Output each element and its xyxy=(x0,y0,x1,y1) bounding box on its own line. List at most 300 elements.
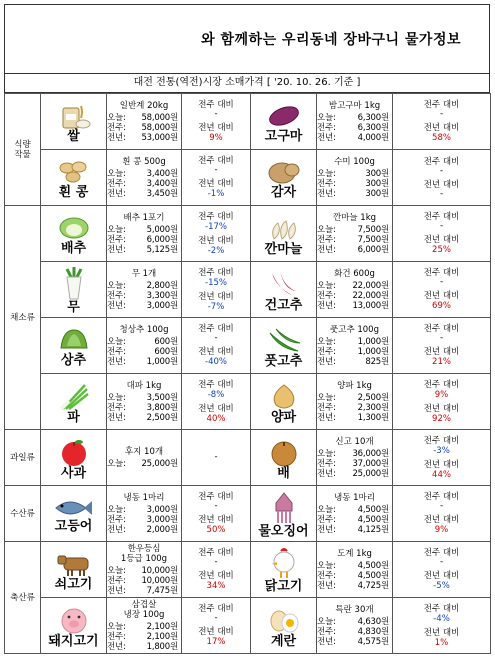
category-label xyxy=(5,206,41,430)
change-cell xyxy=(393,430,491,486)
price-cell xyxy=(317,430,393,486)
price-cell xyxy=(107,150,182,206)
price-lastweek xyxy=(317,179,392,189)
price-cell xyxy=(317,486,393,542)
price-value: 2,800원 xyxy=(146,280,178,291)
sweet-potato-icon xyxy=(266,102,302,130)
price-value: 825원 xyxy=(365,356,389,367)
year-change-label: 전년 대비 xyxy=(198,403,234,414)
price-value: 58,000원 xyxy=(141,112,178,123)
price-label: 오늘: xyxy=(107,392,126,403)
unit-label-top: 한우등심 xyxy=(127,543,161,554)
price-cell xyxy=(107,486,182,542)
unit-label: 신고 10개 xyxy=(335,436,374,447)
unit-label: 청상추 100g xyxy=(119,324,169,335)
price-cell xyxy=(317,374,393,430)
change-cell xyxy=(393,94,491,150)
price-lastyear xyxy=(107,133,181,143)
product-name: 양파 xyxy=(270,409,297,425)
table-row xyxy=(5,94,491,150)
price-lastweek xyxy=(317,403,392,413)
price-label: 전주: xyxy=(317,234,336,245)
price-lastyear xyxy=(107,642,181,652)
price-cell xyxy=(107,598,182,654)
price-label: 전주: xyxy=(317,514,336,525)
product-name: 물오징어 xyxy=(258,523,309,539)
product-name: 배 xyxy=(277,465,290,481)
price-today xyxy=(107,459,181,469)
price-value: 3,450원 xyxy=(146,188,178,199)
product-name: 상추 xyxy=(60,352,87,368)
price-label: 오늘: xyxy=(107,504,126,515)
week-change-value: -3% xyxy=(433,445,450,456)
price-today xyxy=(107,622,181,632)
unit-label: 풋고추 100g xyxy=(330,324,379,335)
week-change-value: - xyxy=(214,109,218,119)
price-cell xyxy=(107,262,182,318)
price-lastweek xyxy=(107,179,181,189)
product-name: 배추 xyxy=(60,240,87,256)
price-lastweek xyxy=(317,459,392,469)
price-value: 22,000원 xyxy=(352,280,389,291)
week-change-label: 전주 대비 xyxy=(423,156,460,167)
price-value: 2,100원 xyxy=(146,621,178,632)
price-label: 전주: xyxy=(107,234,126,245)
change-cell xyxy=(393,542,491,598)
price-cell xyxy=(107,94,182,150)
green-pepper-icon xyxy=(266,325,302,355)
price-today xyxy=(317,281,392,291)
price-value: 6,000원 xyxy=(146,234,178,245)
price-lastyear xyxy=(317,357,392,367)
price-lastyear xyxy=(317,637,392,647)
year-change-value: 9% xyxy=(209,133,223,143)
garlic-icon xyxy=(266,213,302,243)
year-change-label: 전년 대비 xyxy=(423,515,460,525)
price-label: 오늘: xyxy=(107,565,126,576)
price-lastweek xyxy=(317,291,392,301)
product-name: 건고추 xyxy=(264,297,303,313)
price-today xyxy=(317,169,392,179)
year-change-value: 40% xyxy=(206,413,226,424)
week-change-value: - xyxy=(439,333,444,343)
price-lastweek xyxy=(317,627,392,637)
unit-label: 밤고구마 1kg xyxy=(328,100,381,111)
price-lastweek xyxy=(107,403,181,413)
price-value: 7,500원 xyxy=(357,224,389,235)
unit-label: 수미 100g xyxy=(334,156,375,167)
unit-label: 1등급 100g xyxy=(120,553,168,564)
price-label: 오늘: xyxy=(107,458,126,469)
week-change-label: 전주 대비 xyxy=(198,379,234,390)
price-value: 1,000원 xyxy=(146,356,178,367)
price-lastyear xyxy=(107,525,181,535)
change-cell xyxy=(393,206,491,262)
price-label: 전년: xyxy=(107,132,126,143)
year-change-value: 21% xyxy=(432,357,451,367)
week-change-value: 9% xyxy=(434,389,449,400)
price-value: 1,800원 xyxy=(146,641,178,652)
year-change-label: 전년 대비 xyxy=(423,123,460,133)
change-cell xyxy=(182,262,251,318)
change-cell xyxy=(393,150,491,206)
unit-label: 냉동 1마리 xyxy=(123,492,165,503)
product-image-cell xyxy=(251,598,317,654)
year-change-label: 전년 대비 xyxy=(198,179,234,189)
price-label: 오늘: xyxy=(317,336,336,347)
year-change-value: -1% xyxy=(207,189,225,199)
price-lastyear xyxy=(107,586,181,596)
price-label: 전주: xyxy=(317,346,336,357)
change-cell xyxy=(182,598,251,654)
table-row xyxy=(5,598,491,654)
unit-label: 깐마늘 1kg xyxy=(332,212,377,223)
price-value: 6,300원 xyxy=(357,122,389,133)
price-lastyear xyxy=(107,189,181,199)
price-table xyxy=(4,93,491,654)
price-lastweek xyxy=(107,347,181,357)
change-cell xyxy=(393,598,491,654)
price-value: 25,000원 xyxy=(352,468,389,479)
price-value: 5,000원 xyxy=(146,224,178,235)
change-cell xyxy=(182,206,251,262)
unit-label: 대파 1kg xyxy=(126,380,162,391)
week-change-label: 전주 대비 xyxy=(423,603,460,614)
price-label: 전주: xyxy=(317,290,336,301)
price-value: 7,475원 xyxy=(146,585,178,596)
week-change-label: 전주 대비 xyxy=(198,156,234,166)
price-value: 25,000원 xyxy=(141,458,178,469)
product-name: 고등어 xyxy=(54,518,93,534)
price-label: 오늘: xyxy=(107,280,126,291)
unit-label: 냉장 100g xyxy=(123,609,165,620)
product-name: 사과 xyxy=(60,465,87,481)
week-change-value: - xyxy=(439,277,444,287)
price-lastyear xyxy=(107,413,181,423)
year-change-value: 34% xyxy=(206,581,226,591)
price-lastyear xyxy=(317,189,392,199)
pear-icon xyxy=(267,437,301,467)
price-value: 4,725원 xyxy=(357,580,389,591)
product-name: 닭고기 xyxy=(264,578,303,594)
price-label: 오늘: xyxy=(107,336,126,347)
price-label: 오늘: xyxy=(107,621,126,632)
year-change-label: 전년 대비 xyxy=(423,291,460,301)
unit-label-top: 삼겹살 xyxy=(131,599,157,610)
week-change-value: - xyxy=(439,557,444,567)
price-value: 1,300원 xyxy=(357,412,389,423)
price-value: 6,300원 xyxy=(357,112,389,123)
year-change-value: 17% xyxy=(206,637,226,647)
price-label: 전주: xyxy=(317,178,336,189)
price-value: 3,400원 xyxy=(146,168,178,179)
product-name: 깐마늘 xyxy=(264,241,303,257)
price-today xyxy=(107,169,181,179)
price-label: 오늘: xyxy=(317,224,336,235)
category-line: 작물 xyxy=(14,149,31,160)
price-label: 전주: xyxy=(107,178,126,189)
price-label: 전년: xyxy=(317,636,336,647)
unit-label: 배추 1포기 xyxy=(123,212,165,223)
year-change-value: 50% xyxy=(206,525,226,535)
price-label: 전주: xyxy=(107,514,126,525)
price-today xyxy=(317,393,392,403)
year-change-label: 전년 대비 xyxy=(198,291,234,302)
price-cell xyxy=(107,206,182,262)
price-value: 600원 xyxy=(154,346,178,357)
unit-label: 후지 10개 xyxy=(124,446,164,457)
price-label: 오늘: xyxy=(107,112,126,123)
price-label: 전년: xyxy=(317,300,336,311)
radish-icon xyxy=(57,267,91,301)
price-value: 4,500원 xyxy=(357,504,389,515)
week-change-label: 전주 대비 xyxy=(198,492,234,502)
price-label: 전년: xyxy=(107,641,126,652)
white-bean-icon xyxy=(57,158,91,186)
header-box xyxy=(4,4,490,74)
change-cell xyxy=(182,486,251,542)
week-change-value: - xyxy=(439,165,444,176)
week-change-label: 전주 대비 xyxy=(198,267,234,278)
week-change-label: 전주 대비 xyxy=(423,268,460,278)
apple-icon xyxy=(57,437,91,467)
product-image-cell xyxy=(251,262,317,318)
price-value: 300원 xyxy=(365,188,389,199)
unit-label: 양파 1kg xyxy=(337,380,372,391)
price-value: 3,000원 xyxy=(146,514,178,525)
price-label: 전주: xyxy=(107,346,126,357)
change-cell xyxy=(393,374,491,430)
price-value: 3,300원 xyxy=(146,290,178,301)
week-change-label: 전주 대비 xyxy=(198,548,234,558)
year-change-value: - xyxy=(439,188,444,199)
week-change-label: 전주 대비 xyxy=(198,211,234,222)
price-label: 전주: xyxy=(107,122,126,133)
week-change-label: 전주 대비 xyxy=(198,100,234,110)
price-lastweek xyxy=(107,235,181,245)
week-change-label: 전주 대비 xyxy=(423,435,460,446)
price-lastweek xyxy=(107,515,181,525)
price-value: 4,830원 xyxy=(357,626,389,637)
category-line: 과일류 xyxy=(10,452,35,463)
week-change-label: 전주 대비 xyxy=(198,604,234,614)
price-value: 4,500원 xyxy=(357,560,389,571)
price-label: 전주: xyxy=(107,631,126,642)
change-cell xyxy=(182,374,251,430)
change-cell xyxy=(393,318,491,374)
unit-label: 무 1개 xyxy=(131,268,157,279)
onion-icon xyxy=(267,381,301,411)
price-label: 오늘: xyxy=(317,112,336,123)
price-lastweek xyxy=(107,632,181,642)
category-line: 식량 xyxy=(14,139,31,150)
price-value: 3,400원 xyxy=(146,178,178,189)
rice-icon xyxy=(57,102,91,130)
price-value: 4,000원 xyxy=(357,132,389,143)
price-label: 오늘: xyxy=(317,280,336,291)
price-value: 4,500원 xyxy=(357,514,389,525)
table-row xyxy=(5,150,491,206)
price-label: 전주: xyxy=(107,575,126,586)
year-change-label: 전년 대비 xyxy=(423,347,460,357)
price-cell xyxy=(317,598,393,654)
price-value: 58,000원 xyxy=(141,122,178,133)
price-value: 300원 xyxy=(365,168,389,179)
price-cell xyxy=(317,318,393,374)
mackerel-icon xyxy=(54,496,94,520)
year-change-value: -7% xyxy=(207,301,225,312)
price-lastweek xyxy=(107,123,181,133)
week-change-label: 전주 대비 xyxy=(423,379,460,390)
year-change-value: -5% xyxy=(433,581,450,591)
price-today xyxy=(107,393,181,403)
unit-label: 특란 30개 xyxy=(335,604,374,615)
price-cell xyxy=(107,542,182,598)
product-image-cell xyxy=(41,150,107,206)
price-today xyxy=(317,337,392,347)
price-value: 4,125원 xyxy=(357,524,389,535)
product-name: 풋고추 xyxy=(264,353,303,369)
category-label xyxy=(5,486,41,542)
year-change-value: 9% xyxy=(434,525,449,535)
napa-cabbage-icon xyxy=(57,214,91,242)
week-change-label: 전주 대비 xyxy=(423,212,460,222)
week-change-label: 전주 대비 xyxy=(198,324,234,334)
price-label: 전년: xyxy=(107,585,126,596)
year-change-value: 25% xyxy=(432,245,451,255)
price-value: 7,500원 xyxy=(357,234,389,245)
product-name: 쇠고기 xyxy=(54,576,93,592)
category-line: 채소류 xyxy=(10,312,35,323)
price-value: 3,500원 xyxy=(146,392,178,403)
week-change-value: -8% xyxy=(207,389,225,400)
price-value: 10,000원 xyxy=(141,565,178,576)
price-label: 전주: xyxy=(317,626,336,637)
price-today xyxy=(317,449,392,459)
price-label: 전년: xyxy=(317,356,336,367)
price-cell xyxy=(107,430,182,486)
price-label: 전년: xyxy=(107,188,126,199)
table-row xyxy=(5,262,491,318)
product-image-cell xyxy=(251,94,317,150)
price-today xyxy=(317,505,392,515)
price-today xyxy=(317,617,392,627)
price-value: 37,000원 xyxy=(352,458,389,469)
year-change-label: 전년 대비 xyxy=(198,235,234,246)
price-value: 2,000원 xyxy=(146,524,178,535)
price-cell xyxy=(317,262,393,318)
price-lastyear xyxy=(317,581,392,591)
price-today xyxy=(107,337,181,347)
change-cell xyxy=(393,486,491,542)
page-title: 와 함께하는 우리동네 장바구니 물가정보 xyxy=(201,32,461,48)
product-image-cell xyxy=(41,206,107,262)
change-cell xyxy=(182,318,251,374)
year-change-label: 전년 대비 xyxy=(198,571,234,581)
price-label: 전년: xyxy=(107,300,126,311)
product-name: 파 xyxy=(67,409,80,425)
price-label: 전주: xyxy=(317,458,336,469)
price-value: 2,300원 xyxy=(357,402,389,413)
year-change-label: 전년 대비 xyxy=(423,179,460,190)
price-lastweek xyxy=(317,571,392,581)
year-change-label: 전년 대비 xyxy=(198,123,234,133)
price-value: 4,575원 xyxy=(357,636,389,647)
week-change-value: -4% xyxy=(433,613,450,624)
price-lastyear xyxy=(317,133,392,143)
price-value: 10,000원 xyxy=(141,575,178,586)
price-cell xyxy=(107,374,182,430)
year-change-value: -40% xyxy=(205,357,227,367)
price-label: 오늘: xyxy=(107,224,126,235)
week-change-label: 전주 대비 xyxy=(423,548,460,558)
year-change-value: 58% xyxy=(432,133,451,143)
price-lastweek xyxy=(107,291,181,301)
price-value: 53,000원 xyxy=(141,132,178,143)
week-change-value: - xyxy=(214,333,218,343)
price-value: 4,630원 xyxy=(357,616,389,627)
dried-pepper-icon xyxy=(266,269,302,299)
price-label: 오늘: xyxy=(317,504,336,515)
price-cell xyxy=(317,542,393,598)
market-subtitle: 대전 전통(역전)시장 소매가격 [ '20. 10. 26. 기준 ] xyxy=(4,74,490,93)
year-change-value: 1% xyxy=(434,637,449,648)
week-change-value: - xyxy=(439,109,444,119)
product-name: 흰 콩 xyxy=(58,184,89,200)
unit-label: 흰 콩 500g xyxy=(122,156,166,167)
price-label: 전년: xyxy=(317,188,336,199)
price-today xyxy=(317,561,392,571)
table-row xyxy=(5,374,491,430)
price-lastweek xyxy=(317,515,392,525)
price-today xyxy=(317,113,392,123)
product-image-cell xyxy=(251,206,317,262)
price-label: 오늘: xyxy=(317,392,336,403)
price-label: 오늘: xyxy=(107,168,126,179)
year-change-label: 전년 대비 xyxy=(423,571,460,581)
unit-label: 냉동 1마리 xyxy=(334,492,375,503)
week-change-value: - xyxy=(214,557,218,567)
price-label: 전년: xyxy=(107,244,126,255)
week-change-value: - xyxy=(439,221,444,231)
price-label: 전년: xyxy=(317,412,336,423)
week-change-value: - xyxy=(214,165,218,175)
price-value: 2,100원 xyxy=(146,631,178,642)
squid-icon xyxy=(269,491,299,525)
price-lastweek xyxy=(317,123,392,133)
table-row xyxy=(5,430,491,486)
year-change-label: 전년 대비 xyxy=(423,403,460,414)
year-change-label: 전년 대비 xyxy=(198,627,234,637)
price-label: 전년: xyxy=(317,132,336,143)
no-comparison-dash: - xyxy=(214,452,218,462)
price-value: 3,800원 xyxy=(146,402,178,413)
unit-label: 일반계 20kg xyxy=(119,100,169,111)
price-label: 오늘: xyxy=(317,560,336,571)
price-lastyear xyxy=(317,469,392,479)
week-change-value: - xyxy=(439,501,444,511)
price-value: 22,000원 xyxy=(352,290,389,301)
change-cell xyxy=(182,542,251,598)
product-image-cell xyxy=(41,262,107,318)
product-image-cell xyxy=(41,542,107,598)
price-value: 3,000원 xyxy=(146,300,178,311)
year-change-label: 전년 대비 xyxy=(198,515,234,525)
potato-icon xyxy=(266,158,302,186)
table-row xyxy=(5,542,491,598)
price-lastyear xyxy=(107,245,181,255)
price-value: 3,000원 xyxy=(146,504,178,515)
